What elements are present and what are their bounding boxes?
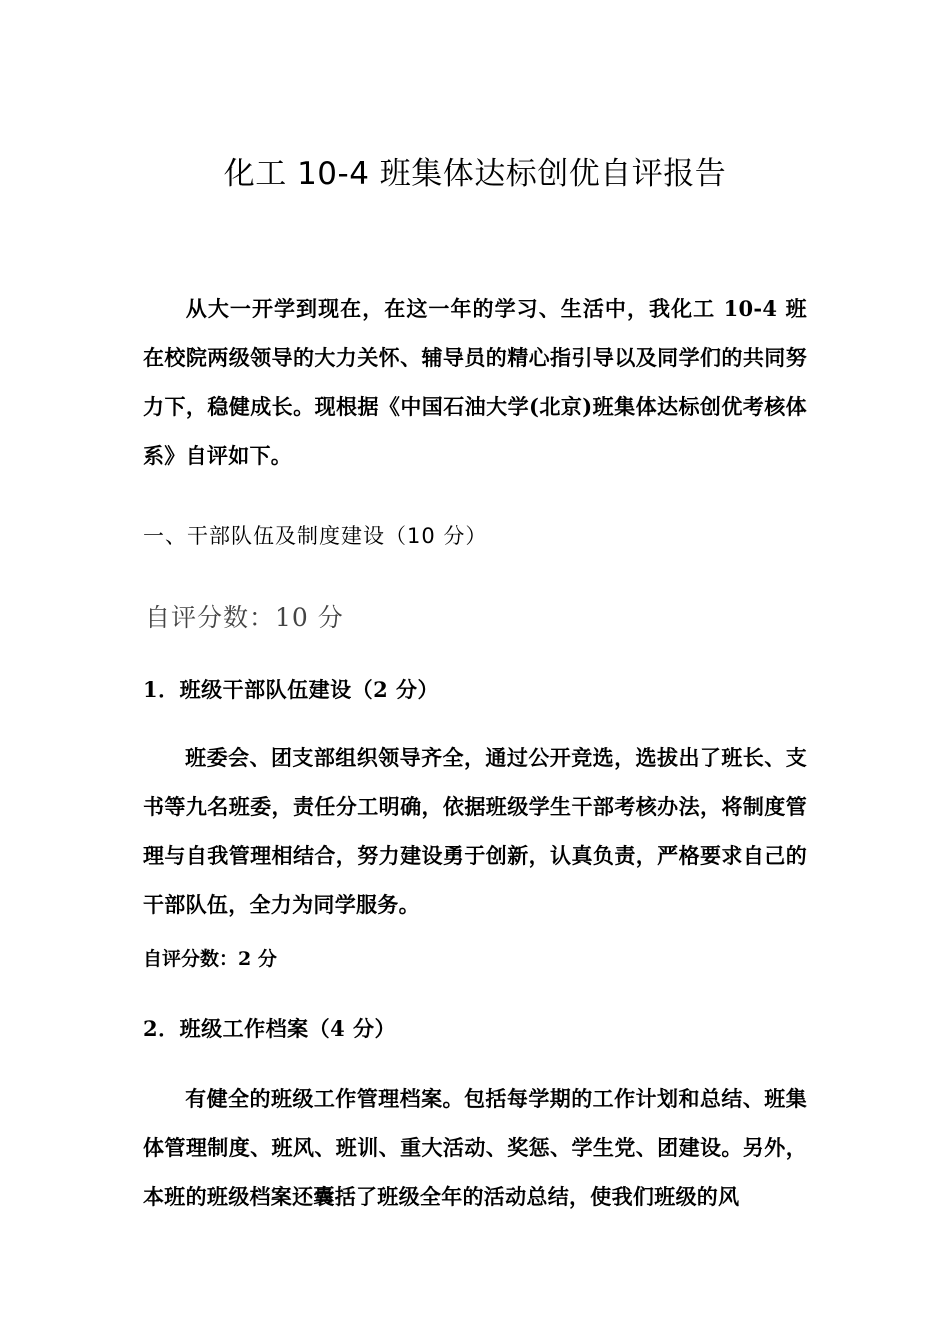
- item-heading-2: 2．班级工作档案（4 分）: [143, 1016, 397, 1041]
- section-score-1: 自评分数：10 分: [145, 603, 344, 632]
- item-heading-1: 1．班级干部队伍建设（2 分）: [143, 677, 440, 702]
- item-text-2: 有健全的班级工作管理档案。包括每学期的工作计划和总结、班集体管理制度、班风、班训、重大活动、奖惩、学生党、团建设。另外，本班的班级档案还囊括了班级全年的活动总结，使我们班级的风: [143, 1086, 807, 1209]
- document-title: 化工 10-4 班集体达标创优自评报告: [223, 156, 727, 192]
- item-score-1: 自评分数：2 分: [143, 948, 277, 970]
- section-heading-1: 一、干部队伍及制度建设（10 分）: [143, 524, 488, 548]
- item-paragraph-2: [143, 1074, 807, 1221]
- intro-paragraph: [143, 284, 807, 480]
- item-paragraph-1: [143, 733, 807, 929]
- intro-text: 从大一开学到现在，在这一年的学习、生活中，我化工 10-4 班在校院两级领导的大力关怀、辅导员的精心指引导以及同学们的共同努力下，稳健成长。现根据《中国石油大学(北京)班集体达标创优考核体系》自评如下。: [143, 296, 807, 468]
- item-text-1: 班委会、团支部组织领导齐全，通过公开竞选，选拔出了班长、支书等九名班委，责任分工明确，依据班级学生干部考核办法，将制度管理与自我管理相结合，努力建设勇于创新，认真负责，严格要求自己的干部队伍，全力为同学服务。: [143, 745, 807, 917]
